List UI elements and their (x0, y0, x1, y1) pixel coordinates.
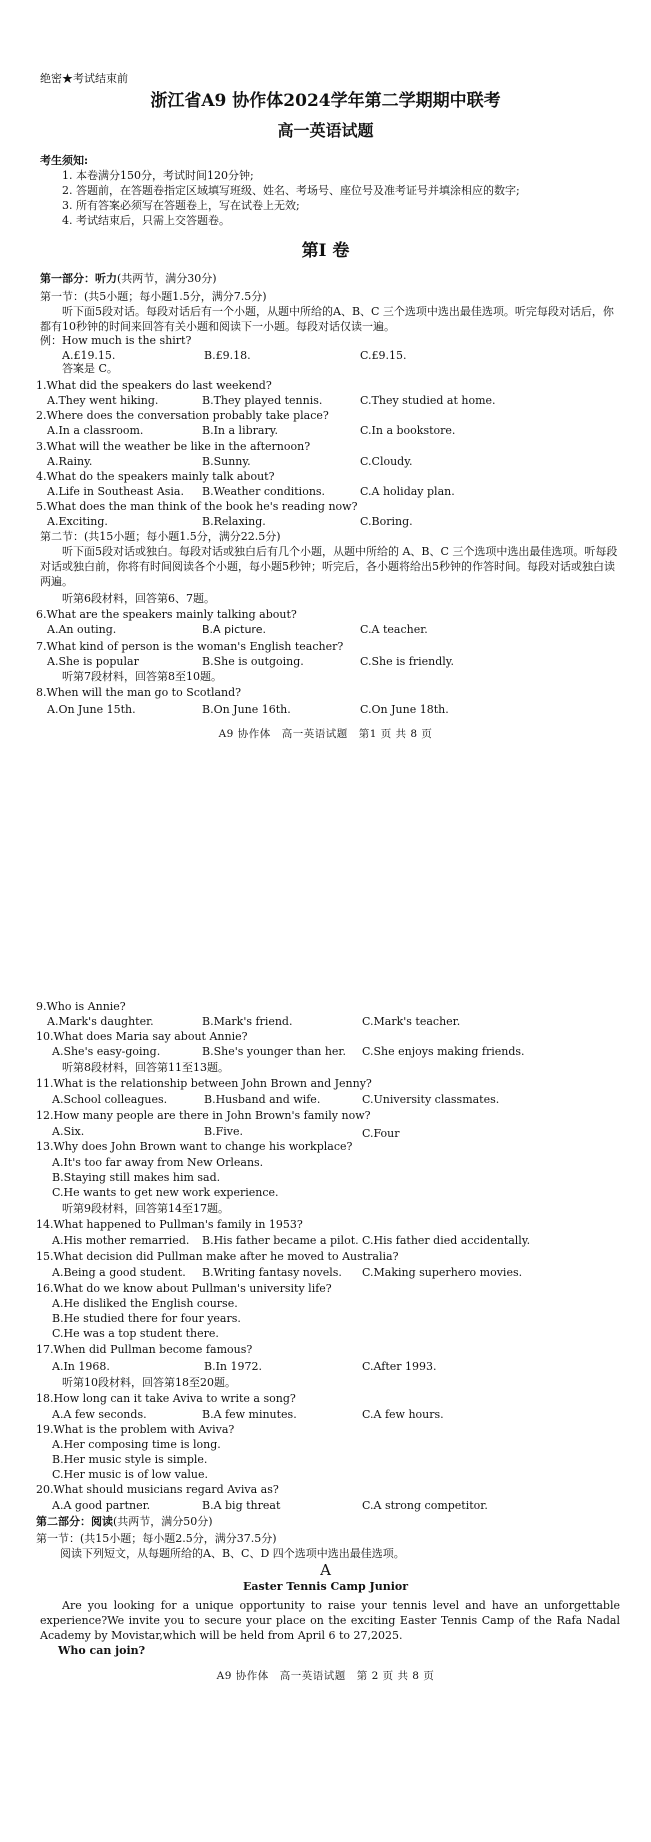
option-b: B.On June 16th. (202, 703, 291, 716)
option-b: B.She's younger than her. (202, 1045, 346, 1058)
notice-item: 3. 所有答案必须写在答题卷上，写在试卷上无效; (62, 199, 300, 212)
material-note: 听第9段材料，回答第14至17题。 (62, 1202, 229, 1215)
question-stem: 12.How many people are there in John Brown's family now? (36, 1109, 371, 1122)
part2-heading-row (36, 1515, 213, 1529)
option-a: A.Her composing time is long. (52, 1438, 221, 1451)
question-stem: 8.When will the man go to Scotland? (36, 686, 242, 699)
option-a: A.It's too far away from New Orleans. (52, 1156, 264, 1169)
question-stem: 13.Why does John Brown want to change his workplace? (36, 1140, 353, 1153)
volume-title: 第I 卷 (301, 241, 350, 261)
question-stem: 11.What is the relationship between John Brown and Jenny? (36, 1077, 372, 1090)
option-a: A.Rainy. (47, 455, 93, 468)
material-note: 听第8段材料，回答第11至13题。 (62, 1061, 229, 1074)
part1-heading-note: (共两节，满分30分) (117, 272, 217, 285)
option-a: A.In a classroom. (47, 424, 144, 437)
question-stem: 4.What do the speakers mainly talk about? (36, 470, 275, 483)
option-b: B.She is outgoing. (202, 655, 304, 668)
reading-instructions: 阅读下列短文，从每题所给的A、B、C、D 四个选项中选出最佳选项。 (60, 1547, 405, 1560)
option-b: B.Writing fantasy novels. (202, 1266, 342, 1279)
option-a: A.Being a good student. (52, 1266, 186, 1279)
passage-title: Easter Tennis Camp Junior (242, 1580, 409, 1593)
option-b: B.A few minutes. (202, 1408, 297, 1421)
option-a: A.Life in Southeast Asia. (47, 485, 184, 498)
option-b: B.Relaxing. (202, 515, 266, 528)
option-c: C.In a bookstore. (360, 424, 456, 437)
question-stem: 14.What happened to Pullman's family in 1953? (36, 1218, 303, 1231)
question-stem: 6.What are the speakers mainly talking about? (36, 608, 297, 621)
question-stem: 15.What decision did Pullman make after he moved to Australia? (36, 1250, 399, 1263)
option-a: A.Exciting. (47, 515, 108, 528)
question-stem: 18.How long can it take Aviva to write a song? (36, 1392, 296, 1405)
exam-title: 浙江省A9 协作体2024学年第二学期期中联考 (150, 91, 501, 111)
question-stem: 19.What is the problem with Aviva? (36, 1423, 235, 1436)
option-b: B.He studied there for four years. (52, 1312, 241, 1325)
option-c: C.Boring. (360, 515, 413, 528)
option-b: B.Her music style is simple. (52, 1453, 208, 1466)
option-c: C.On June 18th. (360, 703, 449, 716)
option-a: A.Mark's daughter. (47, 1015, 154, 1028)
option-a: A.She's easy-going. (52, 1045, 161, 1058)
notice-item: 4. 考试结束后，只需上交答题卷。 (62, 214, 230, 227)
page-footer: A9 协作体 高一英语试题 第1 页 共 8 页 (218, 728, 433, 740)
option-a: A.They went hiking. (47, 394, 159, 407)
example-option-c: C.£9.15. (360, 349, 407, 362)
option-a: A.Six. (52, 1125, 85, 1138)
option-a: A.A good partner. (52, 1499, 151, 1512)
part2-heading: 第二部分：阅读 (36, 1515, 113, 1528)
option-c: C.A teacher. (360, 623, 428, 636)
option-c: C.He was a top student there. (52, 1327, 219, 1340)
option-c: C.University classmates. (362, 1093, 500, 1106)
option-c: C.Four (362, 1127, 400, 1140)
notice-item: 2. 答题前，在答题卷指定区域填写班级、姓名、考场号、座位号及准考证号并填涂相应的数字; (62, 184, 520, 197)
option-c: C.Cloudy. (360, 455, 413, 468)
option-c: C.She enjoys making friends. (362, 1045, 525, 1058)
option-b: B.Staying still makes him sad. (52, 1171, 221, 1184)
option-b: B.His father became a pilot. (202, 1234, 359, 1247)
option-c: C.A holiday plan. (360, 485, 455, 498)
option-b: B.A picture. (202, 623, 266, 636)
reading-section1-heading: 第一节：(共15小题；每小题2.5分，满分37.5分) (36, 1532, 277, 1545)
section1-heading: 第一节：(共5小题；每小题1.5分，满分7.5分) (40, 290, 267, 303)
passage-letter: A (320, 1561, 331, 1579)
secret-label: 绝密★考试结束前 (40, 72, 128, 85)
question-stem: 5.What does the man think of the book he's reading now? (36, 500, 358, 513)
section2-instructions: 听下面5段对话或独白。每段对话或独白后有几个小题，从题中所给的 A、B、C 三个选项中选出最佳选项。听每段对话或独白前，你将有时间阅读各个小题，每小题5秒钟；听完后，各小题将给出5秒钟的作答时间。每段对话或独白读两遍。 (40, 545, 618, 588)
option-b: B.Mark's friend. (202, 1015, 293, 1028)
option-c: C.She is friendly. (360, 655, 455, 668)
option-b: B.In 1972. (204, 1360, 262, 1373)
material-note: 听第6段材料，回答第6、7题。 (62, 592, 215, 605)
option-b: B.A big threat (202, 1499, 281, 1512)
option-a: A.In 1968. (52, 1360, 110, 1373)
option-a: A.He disliked the English course. (52, 1297, 238, 1310)
option-a: A.School colleagues. (52, 1093, 168, 1106)
page-2 (0, 1000, 651, 1842)
section2-heading: 第二节：(共15小题；每小题1.5分，满分22.5分) (40, 530, 281, 543)
option-c: C.Mark's teacher. (362, 1015, 461, 1028)
exam-subtitle: 高一英语试题 (277, 121, 374, 140)
example-option-a: A.£19.15. (62, 349, 116, 362)
passage-paragraph: Are you looking for a unique opportunity to raise your tennis level and have an unforgettable experience?We invite you to secure your place on the exciting Easter Tennis Camp of the Rafa Nadal Academy by Movistar,which will be held from April 6 to 27,2025. (40, 1599, 620, 1642)
part1-heading-row (40, 272, 217, 286)
option-a: A.She is popular (47, 655, 139, 668)
question-stem: 9.Who is Annie? (36, 1000, 126, 1013)
option-a: A.An outing. (47, 623, 117, 636)
notice-item: 1. 本卷满分150分，考试时间120分钟; (62, 169, 254, 182)
option-c: C.Making superhero movies. (362, 1266, 523, 1279)
option-c: C.A few hours. (362, 1408, 444, 1421)
question-stem: 1.What did the speakers do last weekend? (36, 379, 272, 392)
question-stem: 2.Where does the conversation probably take place? (36, 409, 329, 422)
example-option-b: B.£9.18. (204, 349, 251, 362)
notice-heading: 考生须知: (40, 154, 89, 167)
question-stem: 3.What will the weather be like in the afternoon? (36, 440, 311, 453)
option-a: A.A few seconds. (52, 1408, 147, 1421)
who-can-join-heading: Who can join? (58, 1644, 146, 1657)
part1-heading: 第一部分：听力 (40, 272, 117, 285)
example-question: 例：How much is the shirt? (40, 334, 192, 347)
option-c: C.Her music is of low value. (52, 1468, 208, 1481)
material-note: 听第7段材料，回答第8至10题。 (62, 670, 222, 683)
option-c: C.They studied at home. (360, 394, 496, 407)
page-footer: A9 协作体 高一英语试题 第 2 页 共 8 页 (216, 1670, 435, 1682)
option-c: C.His father died accidentally. (362, 1234, 531, 1247)
example-answer: 答案是 C。 (62, 362, 118, 375)
question-stem: 10.What does Maria say about Annie? (36, 1030, 248, 1043)
option-b: B.Sunny. (202, 455, 251, 468)
option-c: C.A strong competitor. (362, 1499, 488, 1512)
question-stem: 20.What should musicians regard Aviva as? (36, 1483, 279, 1496)
question-stem: 16.What do we know about Pullman's university life? (36, 1282, 332, 1295)
option-a: A.His mother remarried. (52, 1234, 190, 1247)
option-b: B.In a library. (202, 424, 278, 437)
part2-heading-note: (共两节，满分50分) (113, 1515, 213, 1528)
option-b: B.Five. (204, 1125, 243, 1138)
option-c: C.After 1993. (362, 1360, 437, 1373)
section1-instructions: 听下面5段对话。每段对话后有一个小题，从题中所给的A、B、C 三个选项中选出最佳选项。听完每段对话后，你都有10秒钟的时间来回答有关小题和阅读下一小题。每段对话仅读一遍。 (40, 305, 614, 333)
option-c: C.He wants to get new work experience. (52, 1186, 279, 1199)
option-b: B.They played tennis. (202, 394, 323, 407)
option-a: A.On June 15th. (47, 703, 136, 716)
page-1 (0, 0, 651, 884)
question-stem: 7.What kind of person is the woman's English teacher? (36, 640, 344, 653)
question-stem: 17.When did Pullman become famous? (36, 1343, 253, 1356)
material-note: 听第10段材料，回答第18至20题。 (62, 1376, 236, 1389)
option-b: B.Weather conditions. (202, 485, 326, 498)
option-b: B.Husband and wife. (204, 1093, 321, 1106)
